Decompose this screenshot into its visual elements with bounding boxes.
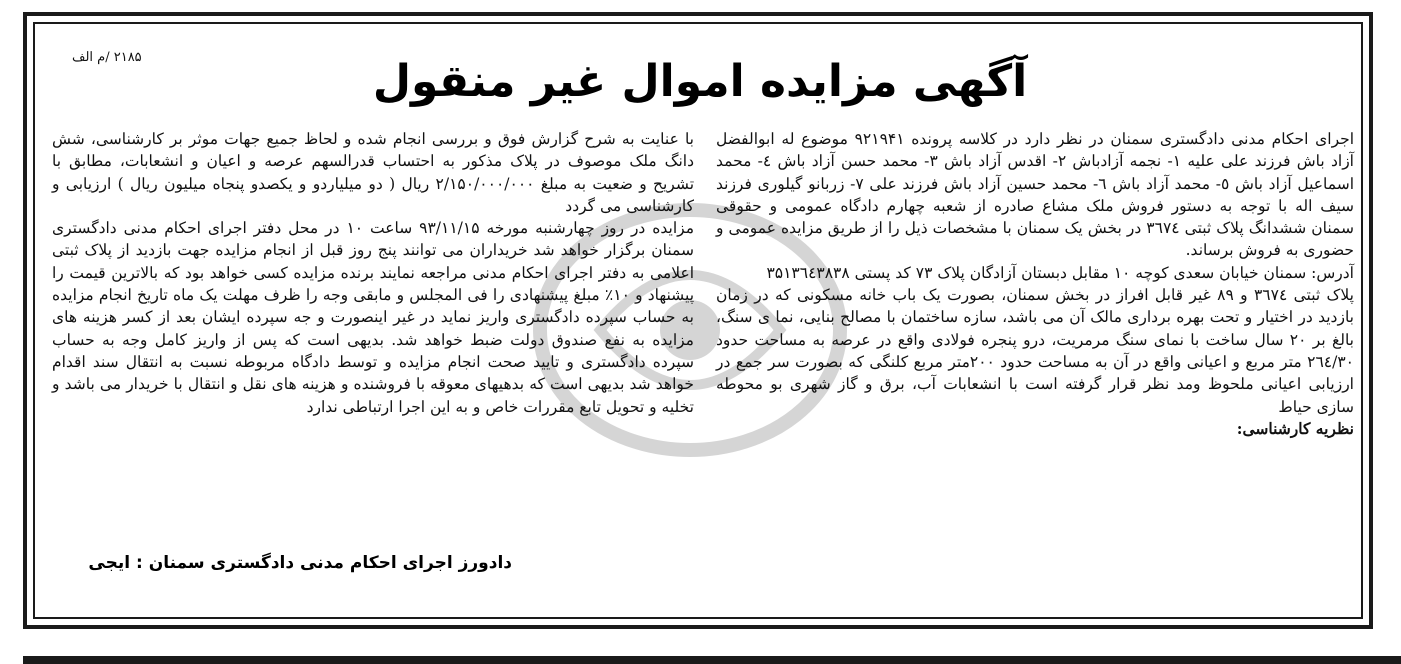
notice-reference-number: ۲۱۸۵ /م الف [72,50,142,65]
notice-signature: دادورز اجرای احکام مدنی دادگستری سمنان : ایجی [88,553,512,573]
notice-title: آگهی مزایده اموال غیر منقول [372,56,1028,107]
notice-auction-terms-paragraph: مزایده در روز چهارشنبه مورخه ۹۳/۱۱/۱۵ ساعت ۱۰ در محل دفتر اجرای احکام مدنی دادگستری سمنان برگزار خواهد شد خریداران می توانند پنج روز قبل از انجام مزایده جهت بازدید از پلاک ثبتی اعلامی به دفتر اجرای احکام مدنی مراجعه نمایند برنده مزایده کسی خواهد بود که بالاترین قیمت را پیشنهاد و ۱۰٪ مبلغ پیشنهادی را فی المجلس و مابقی وجه را ظرف مهلت یک ماه تاریخ انجام مزایده به حساب سپرده دادگستری واریز نماید در غیر اینصورت و جه سپرده ایشان بعد از کسر هزینه های مزایده به نفع صندوق دولت ضبط خواهد شد. بدیهی است که پس از واریز کامل وجه به حساب سپرده دادگستری و تایید صحت انجام مزایده و توسط دادگاه مربوطه نسبت به انتقال سند اقدام خواهد شد بدیهی است که بدهیهای معوقه با فروشنده و هزینه های نقل و انتقال با خریدار می باشد و تخلیه و تحویل تابع مقررات خاص و به این اجرا ارتباطی ندارد [52,219,695,416]
notice-left-column [52,128,694,418]
notice-right-column [716,128,1354,440]
notice-valuation-paragraph: با عنایت به شرح گزارش فوق و بررسی انجام شده و لحاظ جمیع جهات موثر بر کارشناسی، شش دانگ ملک موصوف در پلاک مذکور به احتساب قدرالسهم عرصه و اعیان و انشعابات، مطابق با تشریح و ضعیت به مبلغ ۲/۱۵۰/۰۰۰/۰۰۰ ریال ( دو میلیاردو و یکصدو پنجاه میلیون ریال ) ارزیابی و کارشناسی می گردد [52,130,695,215]
notice-property-paragraph: پلاک ثبتی ۳٦۷٤ و ۸۹ غیر قابل افراز در بخش سمنان، بصورت یک باب خانه مسکونی که در زمان بازدید در اختیار و تحت بهره برداری مالک آن می باشد، سازه ساختمان با مصالح بنایی، نما ی سنگ، بالغ بر ۲۰ سال ساخت با نمای سنگ مرمریت، درو پنجره فولادی واقع در عرصه به مساحت حدود ۲٦٤/۳۰ متر مربع و اعیانی واقع در آن به مساحت حدود ۲۰۰متر مربع کلنگی که بصورت سر جمع در ارزیابی اعیانی ملحوظ ومد نظر قرار گرفته است با انشعابات آب، برق و گاز شهری بو محوطه سازی حیاط [716,286,1355,416]
notice-expert-heading: نظریه کارشناسی: [1236,418,1354,438]
bottom-rule [23,656,1401,664]
notice-intro-paragraph: اجرای احکام مدنی دادگستری سمنان در نظر دارد در کلاسه پرونده ۹۲۱۹۴۱ موضوع له ابوالفضل آزاد باش فرزند علی علیه ۱- نجمه آزادباش ۲- اقدس آزاد باش ۳- محمد حسن آزاد باش ٤- محمد اسماعیل آزاد باش ٥- محمد آزاد باش ٦- محمد حسین آزاد باش فرزند علی ۷- زربانو گیلوری فرزند سیف اله با توجه به دستور فروش ملک مشاع صادره از شعبه چهارم دادگاه عمومی و حقوقی سمنان ششدانگ پلاک ثبتی ۳٦۷٤ در بخش یک سمنان با مشخصات ذیل را از طریق مزایده عمومی و حضوری به فروش برساند. [716,130,1355,260]
notice-address-paragraph: آدرس: سمنان خیابان سعدی کوچه ۱۰ مقابل دبستان آزادگان پلاک ۷۳ کد پستی ۳۵۱۳٦٤۳۸۳۸ [766,263,1354,282]
